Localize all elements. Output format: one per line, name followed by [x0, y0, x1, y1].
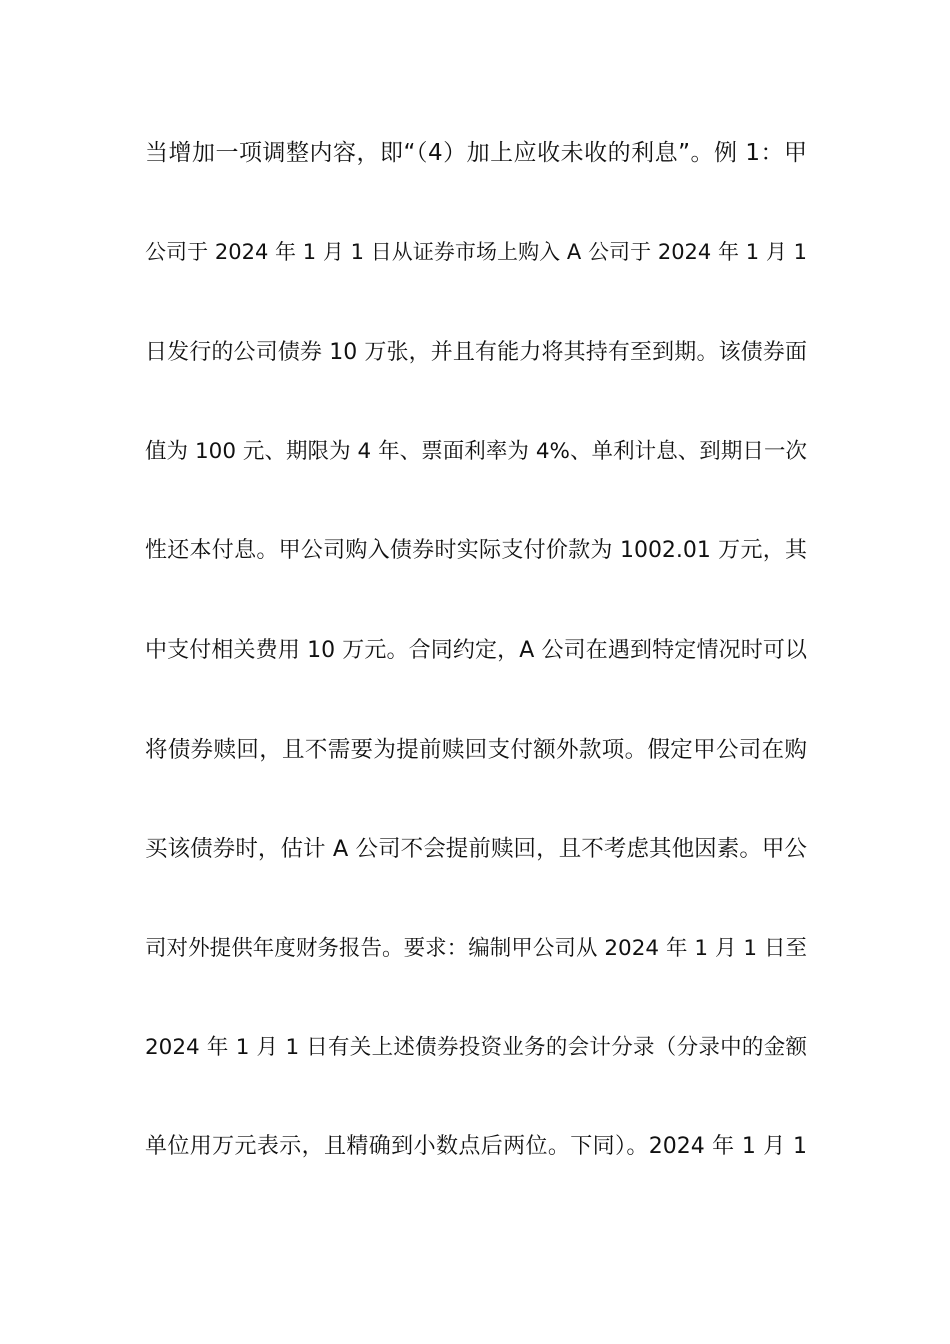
paragraph-line: 将债券赎回，且不需要为提前赎回支付额外款项。假定甲公司在购	[145, 737, 807, 763]
paragraph-line: 公司于 2024 年 1 月 1 日从证券市场上购入 A 公司于 2024 年 1 月 1	[145, 240, 807, 264]
paragraph-line: 单位用万元表示，且精确到小数点后两位。下同）。2024 年 1 月 1	[145, 1134, 807, 1159]
paragraph-line: 司对外提供年度财务报告。要求：编制甲公司从 2024 年 1 月 1 日至	[145, 936, 807, 961]
paragraph-line: 买该债券时，估计 A 公司不会提前赎回，且不考虑其他因素。甲公	[145, 836, 807, 862]
paragraph-line: 性还本付息。甲公司购入债券时实际支付价款为 1002.01 万元，其	[145, 538, 807, 563]
paragraph-line: 中支付相关费用 10 万元。合同约定，A 公司在遇到特定情况时可以	[145, 638, 807, 663]
paragraph-line: 当增加一项调整内容，即“（4）加上应收未收的利息”。例 1：甲	[145, 140, 807, 166]
paragraph-line: 值为 100 元、期限为 4 年、票面利率为 4%、单利计息、到期日一次	[145, 439, 807, 464]
paragraph-line: 2024 年 1 月 1 日有关上述债券投资业务的会计分录（分录中的金额	[145, 1035, 807, 1060]
paragraph-line: 日发行的公司债券 10 万张，并且有能力将其持有至到期。该债券面	[145, 340, 807, 365]
